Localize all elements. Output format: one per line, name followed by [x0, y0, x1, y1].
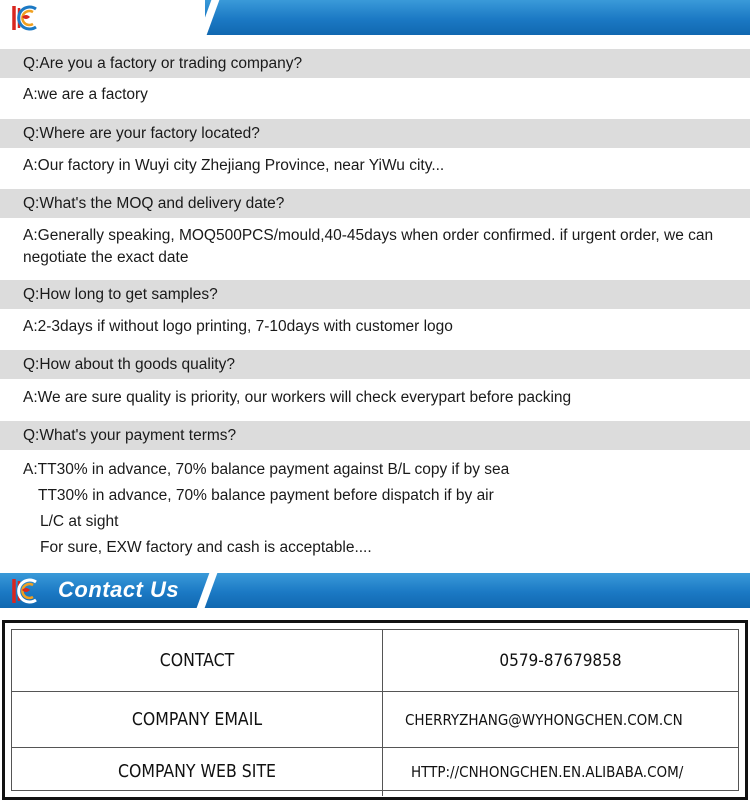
faq-answer-6: A:TT30% in advance, 70% balance payment against B/L copy if by sea TT30% in advance, 70% balance payment before dispatch if by air L/C at sight For sure, EXW factory and cash is acceptable.... — [23, 461, 510, 556]
faq-question-5: Q:How about th goods quality? — [0, 350, 750, 379]
contact-row-phone — [12, 630, 738, 692]
email-label: COMPANY EMAIL — [12, 692, 383, 747]
faq-answer-4: A:2-3days if without logo printing, 7-10days with customer logo — [23, 318, 453, 335]
contact-email[interactable]: CHERRYZHANG@WYHONGCHEN.COM.CN — [405, 710, 683, 729]
faq-answer-5: A:We are sure quality is priority, our workers will check everypart before packing — [23, 389, 572, 406]
contact-website-link[interactable]: HTTP://CNHONGCHEN.EN.ALIBABA.COM/ — [411, 763, 684, 781]
contact-phone: 0579-87679858 — [499, 650, 622, 671]
faq-question-1: Q:Are you a factory or trading company? — [0, 49, 750, 78]
website-label: COMPANY WEB SITE — [12, 748, 383, 796]
company-logo-icon — [8, 3, 42, 33]
contact-header — [0, 573, 750, 608]
faq-title: FAQ — [57, 4, 104, 29]
faq-question-4: Q:How long to get samples? — [0, 280, 750, 309]
faq-answer-1: A:we are a factory — [23, 86, 148, 103]
faq-question-2: Q:Where are your factory located? — [0, 119, 750, 148]
faq-header — [0, 0, 750, 35]
company-logo-icon — [8, 576, 42, 606]
faq-question-6: Q:What's your payment terms? — [0, 421, 750, 450]
contact-title: Contact Us — [58, 577, 180, 602]
contact-table — [2, 620, 748, 800]
contact-row-email — [12, 692, 738, 748]
faq-answer-2: A:Our factory in Wuyi city Zhejiang Province, near YiWu city... — [23, 157, 445, 174]
contact-label: CONTACT — [12, 630, 383, 691]
contact-row-website — [12, 748, 738, 796]
faq-answer-3: A:Generally speaking, MOQ500PCS/mould,40-45days when order confirmed. if urgent order, we can negotiate the exact date — [23, 227, 714, 266]
faq-question-3: Q:What's the MOQ and delivery date? — [0, 189, 750, 218]
